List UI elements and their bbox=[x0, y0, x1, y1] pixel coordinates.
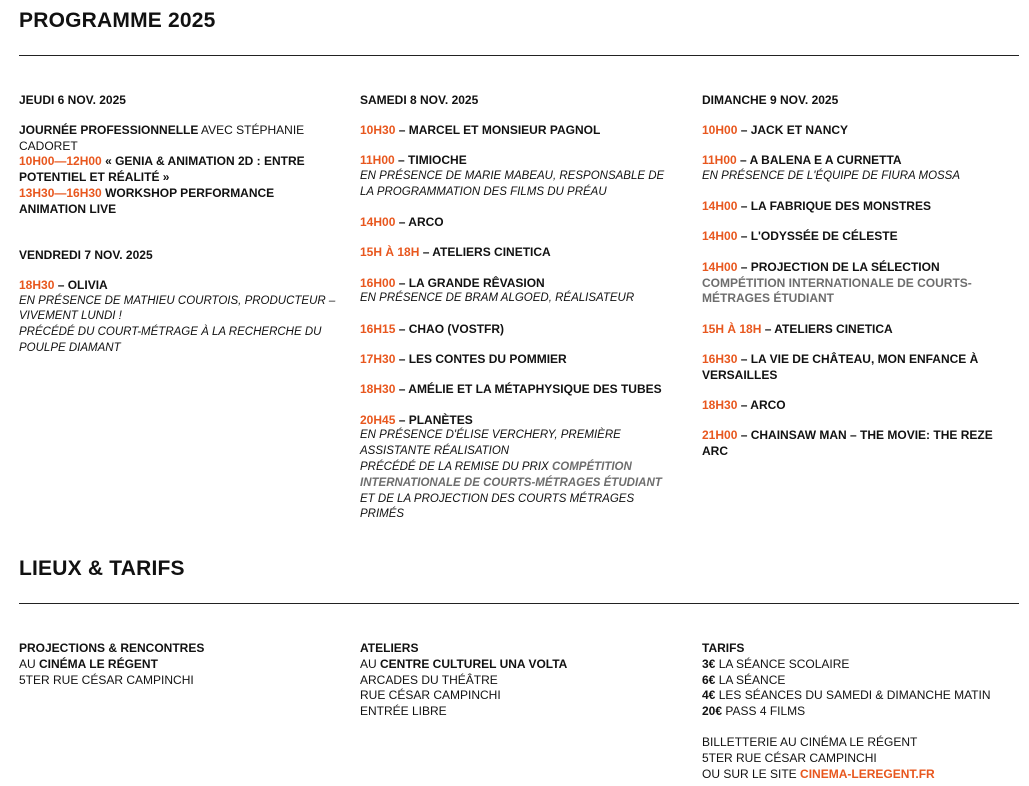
event-title: – ARCO bbox=[395, 214, 444, 229]
price: 3€ bbox=[702, 656, 716, 671]
event-note: EN PRÉSENCE D'ÉLISE VERCHERY, PREMIÈRE ASSISTANTE RÉALISATION bbox=[360, 429, 621, 458]
event-time: 18H30 bbox=[360, 382, 396, 397]
day-heading: SAMEDI 8 NOV. 2025 bbox=[360, 93, 479, 107]
event-title: – CHAO (VOSTFR) bbox=[395, 321, 505, 336]
event-title: – LA FABRIQUE DES MONSTRES bbox=[737, 199, 931, 214]
event-note: EN PRÉSENCE DE L'ÉQUIPE DE FIURA MOSSA bbox=[702, 169, 961, 182]
event-title: – ATELIERS CINETICA bbox=[419, 245, 551, 260]
event-title: – ARCO bbox=[737, 398, 786, 413]
prices bbox=[702, 641, 1020, 782]
venue-name: CINÉMA LE RÉGENT bbox=[39, 656, 158, 671]
venue-address: RUE CÉSAR CAMPINCHI bbox=[360, 688, 501, 703]
price-label: LA SÉANCE bbox=[715, 672, 786, 687]
event-time: 14H00 bbox=[702, 199, 738, 214]
ticketing-info: BILLETTERIE AU CINÉMA LE RÉGENT bbox=[702, 734, 918, 749]
programme-column-thursday-friday bbox=[19, 93, 337, 371]
venue-info: ENTRÉE LIBRE bbox=[360, 704, 447, 719]
venue-address: 5TER RUE CÉSAR CAMPINCHI bbox=[19, 672, 194, 687]
event-block bbox=[360, 245, 678, 261]
venues-prices-title: LIEUX & TARIFS bbox=[19, 557, 185, 580]
event-host: AVEC STÉPHANIE CADORET bbox=[19, 122, 305, 153]
event-time: 10H30 bbox=[360, 122, 396, 137]
event-block bbox=[360, 352, 678, 368]
section-heading: ATELIERS bbox=[360, 641, 419, 655]
event-time: 16H15 bbox=[360, 321, 396, 336]
event-time: 17H30 bbox=[360, 351, 396, 366]
event-note: PRÉCÉDÉ DU COURT-MÉTRAGE À LA RECHERCHE DU POULPE DIAMANT bbox=[19, 326, 322, 355]
programme-title: PROGRAMME 2025 bbox=[19, 9, 216, 32]
event-block bbox=[702, 123, 1020, 139]
price-label: LES SÉANCES DU SAMEDI & DIMANCHE MATIN bbox=[715, 688, 991, 703]
event-block bbox=[360, 215, 678, 231]
event-note-text: PRÉCÉDÉ DE LA REMISE DU PRIX bbox=[360, 460, 552, 473]
venue-prefix: AU bbox=[360, 656, 381, 671]
venue-line bbox=[360, 657, 678, 673]
event-title: – TIMIOCHE bbox=[394, 153, 467, 168]
event-block bbox=[702, 398, 1020, 414]
programme-column-sunday bbox=[702, 93, 1020, 474]
event-title: JOURNÉE PROFESSIONNELLE bbox=[19, 122, 199, 137]
ticketing-address: 5TER RUE CÉSAR CAMPINCHI bbox=[702, 750, 877, 765]
event-block bbox=[702, 352, 1020, 384]
venue-address: ARCADES DU THÉÂTRE bbox=[360, 672, 498, 687]
event-note: EN PRÉSENCE DE MARIE MABEAU, RESPONSABLE DE LA PROGRAMMATION DES FILMS DU PRÉAU bbox=[360, 169, 665, 198]
event-time: 15H À 18H bbox=[702, 321, 762, 336]
competition-name: COMPÉTITION INTERNATIONALE DE COURTS-MÉTRAGES ÉTUDIANT bbox=[360, 460, 662, 489]
event-title: – AMÉLIE ET LA MÉTAPHYSIQUE DES TUBES bbox=[395, 382, 662, 397]
event-title: – ATELIERS CINETICA bbox=[761, 321, 893, 336]
ticketing-web bbox=[702, 767, 1020, 783]
event-block bbox=[702, 153, 1020, 185]
event-block bbox=[360, 413, 678, 524]
price: 4€ bbox=[702, 688, 716, 703]
event-time: 10H00—12H00 bbox=[19, 154, 102, 169]
event-block bbox=[360, 322, 678, 338]
event-title: – OLIVIA bbox=[54, 277, 108, 292]
price-label: LA SÉANCE SCOLAIRE bbox=[715, 656, 850, 671]
event-time: 18H30 bbox=[19, 277, 55, 292]
venue-screenings bbox=[19, 641, 337, 688]
price: 6€ bbox=[702, 672, 716, 687]
event-time: 11H00 bbox=[360, 153, 395, 168]
event-time: 16H30 bbox=[702, 351, 738, 366]
event-note: EN PRÉSENCE DE MATHIEU COURTOIS, PRODUCTEUR – VIVEMENT LUNDI ! bbox=[19, 294, 336, 323]
website-link[interactable]: CINEMA-LEREGENT.FR bbox=[800, 766, 935, 781]
event-title: – JACK ET NANCY bbox=[737, 122, 849, 137]
event-time: 14H00 bbox=[360, 214, 396, 229]
venue-prefix: AU bbox=[19, 656, 40, 671]
event-title: – A BALENA E A CURNETTA bbox=[736, 153, 902, 168]
price: 20€ bbox=[702, 704, 723, 719]
event-note: EN PRÉSENCE DE BRAM ALGOED, RÉALISATEUR bbox=[360, 292, 635, 305]
section-heading: TARIFS bbox=[702, 641, 745, 655]
competition-name: COMPÉTITION INTERNATIONALE DE COURTS-MÉTRAGES ÉTUDIANT bbox=[702, 275, 972, 306]
day-heading: DIMANCHE 9 NOV. 2025 bbox=[702, 93, 839, 107]
event-time: 18H30 bbox=[702, 398, 738, 413]
day-heading: JEUDI 6 NOV. 2025 bbox=[19, 93, 126, 107]
day-heading: VENDREDI 7 NOV. 2025 bbox=[19, 248, 153, 263]
event-time: 14H00 bbox=[702, 259, 738, 274]
venue-workshops bbox=[360, 641, 678, 720]
price-row bbox=[702, 704, 1020, 720]
price-row bbox=[702, 673, 1020, 689]
event-block bbox=[702, 199, 1020, 215]
event-time: 15H À 18H bbox=[360, 245, 420, 260]
ticketing-web-prefix: OU SUR LE SITE bbox=[702, 766, 801, 781]
event-time: 14H00 bbox=[702, 229, 738, 244]
event-block bbox=[360, 276, 678, 308]
event-block bbox=[360, 382, 678, 398]
event-time: 21H00 bbox=[702, 428, 738, 443]
venue-name: CENTRE CULTUREL UNA VOLTA bbox=[380, 656, 568, 671]
programme-column-saturday bbox=[360, 93, 678, 538]
event-time: 10H00 bbox=[702, 122, 738, 137]
price-row bbox=[702, 657, 1020, 673]
event-title: – LA GRANDE RÊVASION bbox=[395, 275, 545, 290]
event-time: 13H30—16H30 bbox=[19, 185, 102, 200]
professional-day-block bbox=[19, 123, 337, 218]
event-time: 16H00 bbox=[360, 275, 396, 290]
event-block bbox=[702, 322, 1020, 338]
price-row bbox=[702, 688, 1020, 704]
event-time: 11H00 bbox=[702, 153, 737, 168]
section-heading: PROJECTIONS & RENCONTRES bbox=[19, 641, 205, 655]
price-label: PASS 4 FILMS bbox=[722, 704, 806, 719]
event-title: – L'ODYSSÉE DE CÉLESTE bbox=[737, 229, 898, 244]
event-block bbox=[19, 278, 337, 357]
event-block bbox=[702, 260, 1020, 307]
event-block bbox=[702, 229, 1020, 245]
event-title: WORKSHOP PERFORMANCE ANIMATION LIVE bbox=[19, 185, 275, 216]
event-block bbox=[360, 123, 678, 139]
event-title: « GENIA & ANIMATION 2D : ENTRE POTENTIEL ET RÉALITÉ » bbox=[19, 154, 305, 185]
event-title: – PLANÈTES bbox=[395, 412, 473, 427]
event-title: – CHAINSAW MAN – THE MOVIE: THE REZE ARC bbox=[702, 428, 993, 459]
programme-divider bbox=[19, 55, 1019, 56]
event-title: – LES CONTES DU POMMIER bbox=[395, 351, 567, 366]
event-note: ET DE LA PROJECTION DES COURTS MÉTRAGES PRIMÉS bbox=[360, 492, 635, 521]
venue-line bbox=[19, 657, 337, 673]
event-time: 20H45 bbox=[360, 412, 396, 427]
event-title: – PROJECTION DE LA SÉLECTION bbox=[737, 259, 940, 274]
venues-divider bbox=[19, 603, 1019, 604]
event-note bbox=[360, 460, 678, 492]
event-title: – MARCEL ET MONSIEUR PAGNOL bbox=[395, 122, 601, 137]
event-title: – LA VIE DE CHÂTEAU, MON ENFANCE À VERSAILLES bbox=[702, 351, 979, 382]
event-block bbox=[360, 153, 678, 200]
event-block bbox=[702, 428, 1020, 460]
